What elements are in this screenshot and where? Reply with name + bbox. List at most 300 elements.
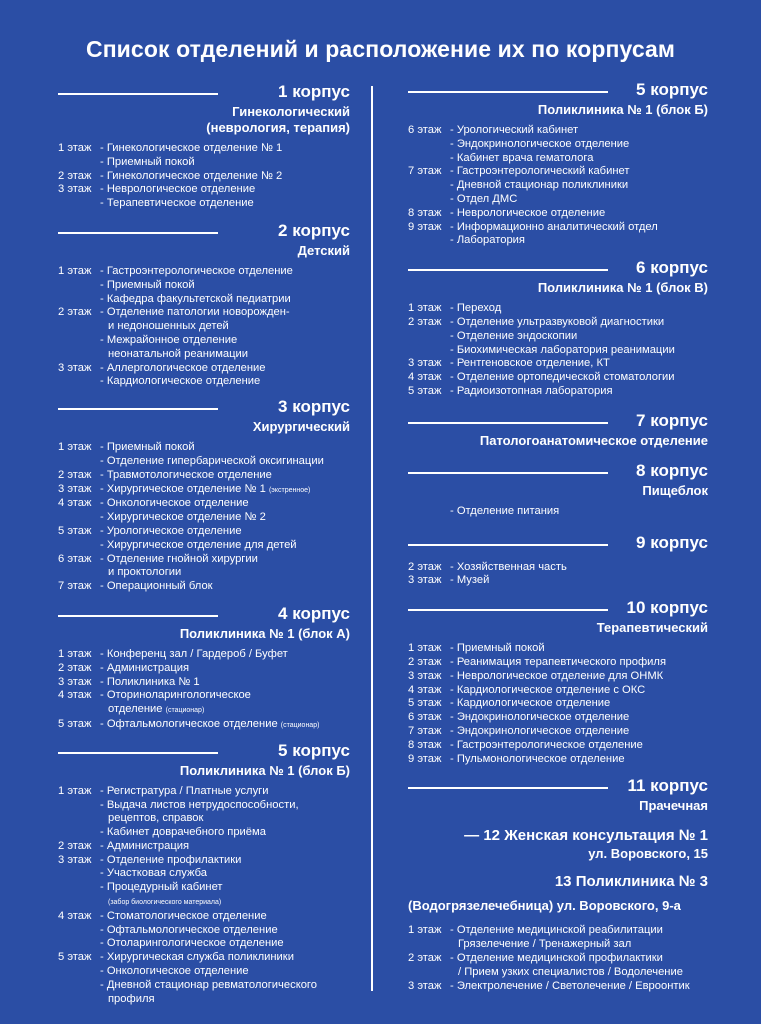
floor-label: 5 этаж <box>58 717 92 730</box>
building-number: 5 корпус <box>636 80 708 99</box>
department-text: - Хирургическое отделение № 1 <box>100 482 266 495</box>
department-name <box>100 497 350 511</box>
list-item <box>408 138 708 152</box>
floor-label: 1 этаж <box>58 441 92 454</box>
floor-label: 8 этаж <box>408 738 442 751</box>
department-name <box>100 965 350 979</box>
list-item <box>58 197 350 211</box>
list-item <box>58 362 350 376</box>
department-name <box>100 483 350 498</box>
list-item <box>58 662 350 676</box>
building-subtitle: Патологоанатомическое отделение <box>479 432 708 448</box>
department-name <box>100 170 350 184</box>
list-item <box>408 371 708 385</box>
building-section <box>58 221 350 389</box>
floor-label <box>58 881 100 895</box>
department-text: - Хирургическое отделение № 2 <box>100 511 266 524</box>
department-name <box>450 124 708 138</box>
department-text: - Реанимация терапевтического профиля <box>450 655 667 668</box>
department-name <box>450 330 708 344</box>
building-section <box>58 604 350 733</box>
floor-label <box>58 334 100 348</box>
list-item <box>408 725 708 739</box>
department-list <box>408 124 708 248</box>
department-name <box>450 505 708 519</box>
building-number: 2 корпус <box>278 220 350 240</box>
department-name <box>100 924 350 938</box>
building-12-title: — 12 Женская консультация № 1 <box>464 827 708 845</box>
department-name <box>100 812 350 826</box>
department-text: - Участковая служба <box>100 867 207 880</box>
department-text: - Операционный блок <box>100 580 213 593</box>
department-text: и проктологии <box>108 566 182 579</box>
department-name <box>100 662 350 676</box>
building-12-section <box>408 826 708 862</box>
department-list <box>58 648 350 733</box>
floor-label <box>58 539 100 553</box>
department-text: - Хирургическая служба поликлиники <box>100 951 294 964</box>
department-name <box>450 725 708 739</box>
list-item <box>408 952 708 966</box>
floor-label: 3 этаж <box>408 669 442 682</box>
department-name <box>450 739 708 753</box>
list-item <box>58 511 350 525</box>
building-subtitle: (неврология, терапия) <box>206 120 350 135</box>
building-number: 8 корпус <box>636 460 708 480</box>
list-item <box>58 979 350 993</box>
floor-label <box>408 179 450 193</box>
list-item <box>58 279 350 293</box>
department-text: профиля <box>108 992 155 1005</box>
department-list <box>58 142 350 211</box>
list-item <box>408 574 708 588</box>
department-text: - Кардиологическое отделение <box>450 697 611 710</box>
building-header <box>408 461 708 483</box>
department-text: - Кардиологическое отделение с ОКС <box>450 683 646 696</box>
building-subtitle: Прачечная <box>639 798 708 814</box>
department-name <box>100 142 350 156</box>
department-name <box>450 357 708 371</box>
department-list <box>408 561 708 589</box>
department-name <box>100 525 350 539</box>
department-text: - Биохимическая лаборатория реанимации <box>450 343 675 356</box>
building-section <box>408 80 708 248</box>
department-note: (стационар) <box>165 707 205 715</box>
floor-label <box>58 156 100 170</box>
department-name <box>100 676 350 690</box>
department-list <box>408 642 708 766</box>
department-text: - Эндокринологическое отделение <box>450 137 630 150</box>
department-text: - Приемный покой <box>450 642 545 655</box>
department-text: - Конференц зал / Гардероб / Буфет <box>100 647 288 660</box>
department-name <box>450 561 708 575</box>
floor-label: 1 этаж <box>408 924 442 937</box>
floor-label: 2 этаж <box>58 306 92 319</box>
floor-label: 7 этаж <box>58 580 92 593</box>
department-note: (забор биологического материала) <box>108 899 222 907</box>
department-name <box>450 179 708 193</box>
department-text: - Онкологическое отделение <box>100 965 249 978</box>
department-name <box>450 302 708 316</box>
list-item <box>408 697 708 711</box>
department-text: - Терапевтическое отделение <box>100 197 254 210</box>
building-13-title: 13 Поликлиника № 3 <box>554 873 708 891</box>
list-item <box>58 785 350 799</box>
floor-label <box>58 703 100 718</box>
building-13-address: (Водогрязелечебница) ул. Воровского, 9-а <box>408 898 681 914</box>
right-column <box>408 80 708 1001</box>
building-header <box>408 411 708 433</box>
department-name <box>450 924 708 938</box>
floor-label: 2 этаж <box>408 315 442 328</box>
department-text: - Эндокринологическое отделение <box>450 711 630 724</box>
list-item <box>408 221 708 235</box>
department-name <box>450 642 708 656</box>
department-name <box>100 334 350 348</box>
department-note: (стационар) <box>280 721 320 729</box>
header-rule <box>408 609 608 611</box>
department-name <box>450 221 708 235</box>
floor-label <box>58 197 100 211</box>
header-rule <box>408 787 608 789</box>
department-name <box>100 306 350 320</box>
department-name <box>100 375 350 389</box>
department-name <box>450 193 708 207</box>
building-header <box>408 598 708 620</box>
list-item <box>408 684 708 698</box>
department-text: - Дневной стационар поликлиники <box>450 179 629 192</box>
floor-label <box>58 867 100 881</box>
floor-label: 6 этаж <box>408 124 442 136</box>
department-text: - Отделение ортопедической стоматологии <box>450 371 675 384</box>
floor-label: 1 этаж <box>58 784 92 797</box>
department-name <box>100 279 350 293</box>
list-item <box>58 867 350 881</box>
department-text: - Офтальмологическое отделение <box>100 717 278 730</box>
floor-label: 5 этаж <box>58 524 92 537</box>
building-subtitle: Детский <box>297 242 350 258</box>
department-name <box>100 183 350 197</box>
department-name <box>450 980 708 994</box>
department-name <box>100 156 350 170</box>
list-item <box>408 670 708 684</box>
list-item <box>58 648 350 662</box>
department-text: - Гастроэнтерологический кабинет <box>450 165 630 178</box>
department-text: - Гинекологическое отделение № 2 <box>100 169 283 182</box>
department-text: - Процедурный кабинет <box>100 881 223 894</box>
department-name <box>100 854 350 868</box>
list-item <box>58 812 350 826</box>
page-title: Список отделений и расположение их по корпусам <box>85 36 675 62</box>
department-text: - Травмотологическое отделение <box>100 468 272 481</box>
department-text: - Гастроэнтерологическое отделение <box>100 264 293 277</box>
column-divider <box>371 86 373 991</box>
floor-label <box>408 193 450 207</box>
floor-label: 2 этаж <box>58 839 92 852</box>
department-name <box>450 966 708 980</box>
department-list <box>408 505 708 519</box>
department-name <box>450 316 708 330</box>
building-section <box>408 533 708 589</box>
floor-label: 1 этаж <box>58 264 92 277</box>
department-text: - Электролечение / Светолечение / Евроонтик <box>450 979 690 992</box>
left-column <box>58 82 350 1014</box>
floor-label <box>58 812 100 826</box>
building-subtitle: Терапевтический <box>596 620 708 636</box>
floor-label: 2 этаж <box>408 560 442 573</box>
building-section <box>408 776 708 814</box>
list-item <box>58 483 350 498</box>
building-number: 11 корпус <box>627 776 708 796</box>
department-name <box>450 684 708 698</box>
floor-label: 2 этаж <box>58 169 92 182</box>
list-item <box>408 165 708 179</box>
floor-label <box>58 511 100 525</box>
building-number: 9 корпус <box>636 532 708 552</box>
floor-label: 4 этаж <box>408 683 442 696</box>
building-header <box>58 82 350 104</box>
floor-label: 2 этаж <box>58 468 92 481</box>
list-item <box>58 924 350 938</box>
list-item <box>58 676 350 690</box>
list-item <box>408 966 708 980</box>
building-number: 4 корпус <box>278 603 350 623</box>
building-section <box>58 82 350 211</box>
list-item <box>58 293 350 307</box>
department-list <box>58 785 350 1007</box>
department-text: - Дневной стационар ревматологического <box>100 978 317 991</box>
department-name <box>100 293 350 307</box>
department-text: - Гинекологическое отделение № 1 <box>100 142 283 154</box>
department-text: - Неврологическое отделение <box>450 206 606 219</box>
header-rule <box>58 615 218 617</box>
building-header <box>58 221 350 243</box>
list-item <box>408 207 708 221</box>
list-item <box>58 183 350 197</box>
list-item <box>408 316 708 330</box>
list-item <box>408 330 708 344</box>
department-text: - Неврологическое отделение <box>100 183 256 196</box>
floor-label: 8 этаж <box>408 206 442 219</box>
building-13-section <box>408 872 708 993</box>
floor-label <box>58 566 100 580</box>
department-text: Грязелечение / Тренажерный зал <box>458 938 632 951</box>
floor-label <box>408 966 450 980</box>
floor-label <box>58 348 100 362</box>
floor-label <box>408 234 450 248</box>
floor-label <box>58 965 100 979</box>
list-item <box>58 854 350 868</box>
department-text: - Отделение эндоскопии <box>450 329 578 342</box>
department-text: - Хозяйственная часть <box>450 560 567 573</box>
list-item <box>408 642 708 656</box>
list-item <box>58 965 350 979</box>
department-list <box>58 265 350 389</box>
building-subtitle: Поликлиника № 1 (блок В) <box>537 280 708 296</box>
list-item <box>408 385 708 399</box>
list-item <box>408 193 708 207</box>
department-name <box>100 648 350 662</box>
department-text: - Кардиологическое отделение <box>100 375 261 388</box>
building-subtitle: Пищеблок <box>642 482 708 498</box>
header-rule <box>58 408 218 410</box>
list-item <box>408 505 708 519</box>
list-item <box>58 553 350 567</box>
building-subtitle: Поликлиника № 1 (блок Б) <box>179 762 350 778</box>
department-text: - Переход <box>450 302 502 315</box>
department-text: - Музей <box>450 574 490 587</box>
list-item <box>58 525 350 539</box>
floor-label <box>408 505 450 519</box>
department-note: (экстренное) <box>268 486 311 494</box>
department-name <box>450 207 708 221</box>
list-item <box>58 993 350 1007</box>
building-subtitle: Поликлиника № 1 (блок А) <box>179 625 350 641</box>
department-text: - Лаборатория <box>450 234 525 247</box>
department-text: - Хирургическое отделение для детей <box>100 538 297 551</box>
department-name <box>100 441 350 455</box>
floor-label: 9 этаж <box>408 220 442 233</box>
department-text: - Отделение медицинской реабилитации <box>450 924 663 937</box>
list-item <box>58 895 350 910</box>
list-item <box>408 124 708 138</box>
list-item <box>408 711 708 725</box>
list-item <box>58 265 350 279</box>
header-rule <box>408 269 608 271</box>
list-item <box>58 497 350 511</box>
building-header <box>58 397 350 419</box>
list-item <box>58 455 350 469</box>
list-item <box>58 689 350 703</box>
department-name <box>100 910 350 924</box>
department-text: - Отделение гнойной хирургии <box>100 552 258 565</box>
list-item <box>408 344 708 358</box>
department-text: - Информационно аналитический отдел <box>450 220 658 233</box>
department-name <box>450 574 708 588</box>
floor-label: 3 этаж <box>408 979 442 992</box>
department-text: - Кабинет врача гематолога <box>450 151 594 164</box>
floor-label: 3 этаж <box>58 482 92 495</box>
department-name <box>100 320 350 334</box>
department-name <box>450 697 708 711</box>
building-number: 1 корпус <box>278 82 350 101</box>
floor-label <box>58 320 100 334</box>
department-name <box>450 952 708 966</box>
list-item <box>408 152 708 166</box>
department-text: - Отоларингологическое отделение <box>100 937 284 950</box>
department-name <box>450 670 708 684</box>
list-item <box>58 799 350 813</box>
list-item <box>58 580 350 594</box>
department-name <box>100 265 350 279</box>
department-list <box>408 302 708 399</box>
department-text: - Отделение профилактики <box>100 853 242 866</box>
department-list <box>58 441 350 594</box>
floor-label <box>58 937 100 951</box>
department-text: - Регистратура / Платные услуги <box>100 784 269 797</box>
department-name <box>450 344 708 358</box>
building-subtitle: Поликлиника № 1 (блок Б) <box>537 102 708 117</box>
department-list <box>408 924 708 993</box>
floor-label <box>58 993 100 1007</box>
list-item <box>58 375 350 389</box>
floor-label: 4 этаж <box>58 909 92 922</box>
department-text: неонатальной реанимации <box>108 347 249 360</box>
list-item <box>408 234 708 248</box>
department-name <box>100 348 350 362</box>
list-item <box>58 937 350 951</box>
department-name <box>450 711 708 725</box>
department-name <box>100 689 350 703</box>
floor-label: 3 этаж <box>58 675 92 688</box>
list-item <box>58 306 350 320</box>
department-text: - Отделение медицинской профилактики <box>450 951 663 964</box>
department-name <box>450 385 708 399</box>
building-number: 5 корпус <box>278 740 350 760</box>
building-header <box>408 80 708 102</box>
department-name <box>100 993 350 1007</box>
header-rule <box>408 91 608 93</box>
department-name <box>100 881 350 895</box>
list-item <box>408 561 708 575</box>
floor-label: 2 этаж <box>408 655 442 668</box>
department-name <box>100 937 350 951</box>
department-text: - Отдел ДМС <box>450 192 518 205</box>
floor-label: 3 этаж <box>408 357 442 370</box>
building-number: 6 корпус <box>636 258 708 278</box>
floor-label: 3 этаж <box>58 853 92 866</box>
list-item <box>58 951 350 965</box>
department-text: и недоношенных детей <box>108 320 229 333</box>
header-rule <box>58 752 218 754</box>
list-item <box>58 469 350 483</box>
floor-label: 9 этаж <box>408 752 442 765</box>
list-item <box>58 156 350 170</box>
floor-label: 7 этаж <box>408 165 442 178</box>
floor-label: 3 этаж <box>408 574 442 587</box>
department-text: - Стоматологическое отделение <box>100 909 267 922</box>
floor-label <box>58 924 100 938</box>
floor-label: 4 этаж <box>408 371 442 384</box>
building-12-address: ул. Воровского, 15 <box>588 846 708 862</box>
building-number: 7 корпус <box>636 410 708 430</box>
department-text: - Приемный покой <box>100 441 195 454</box>
floor-label <box>58 799 100 813</box>
list-item <box>408 739 708 753</box>
floor-label: 4 этаж <box>58 497 92 510</box>
department-text: - Гастроэнтерологическое отделение <box>450 738 643 751</box>
floor-label: 6 этаж <box>58 552 92 565</box>
list-item <box>58 170 350 184</box>
building-header <box>408 776 708 798</box>
department-text: - Поликлиника № 1 <box>100 675 200 688</box>
list-item <box>58 718 350 733</box>
department-name <box>100 895 350 910</box>
department-name <box>450 138 708 152</box>
building-number: 10 корпус <box>626 598 708 618</box>
department-text: - Офтальмологическое отделение <box>100 923 278 936</box>
floor-label <box>58 455 100 469</box>
department-text: - Рентгеновское отделение, КТ <box>450 357 610 370</box>
list-item <box>58 441 350 455</box>
department-name <box>100 362 350 376</box>
department-name <box>450 152 708 166</box>
department-name <box>450 656 708 670</box>
building-subtitle: Хирургический <box>252 419 350 435</box>
building-header <box>408 258 708 280</box>
department-text: - Выдача листов нетрудоспособности, <box>100 798 299 811</box>
department-text: - Администрация <box>100 839 190 852</box>
